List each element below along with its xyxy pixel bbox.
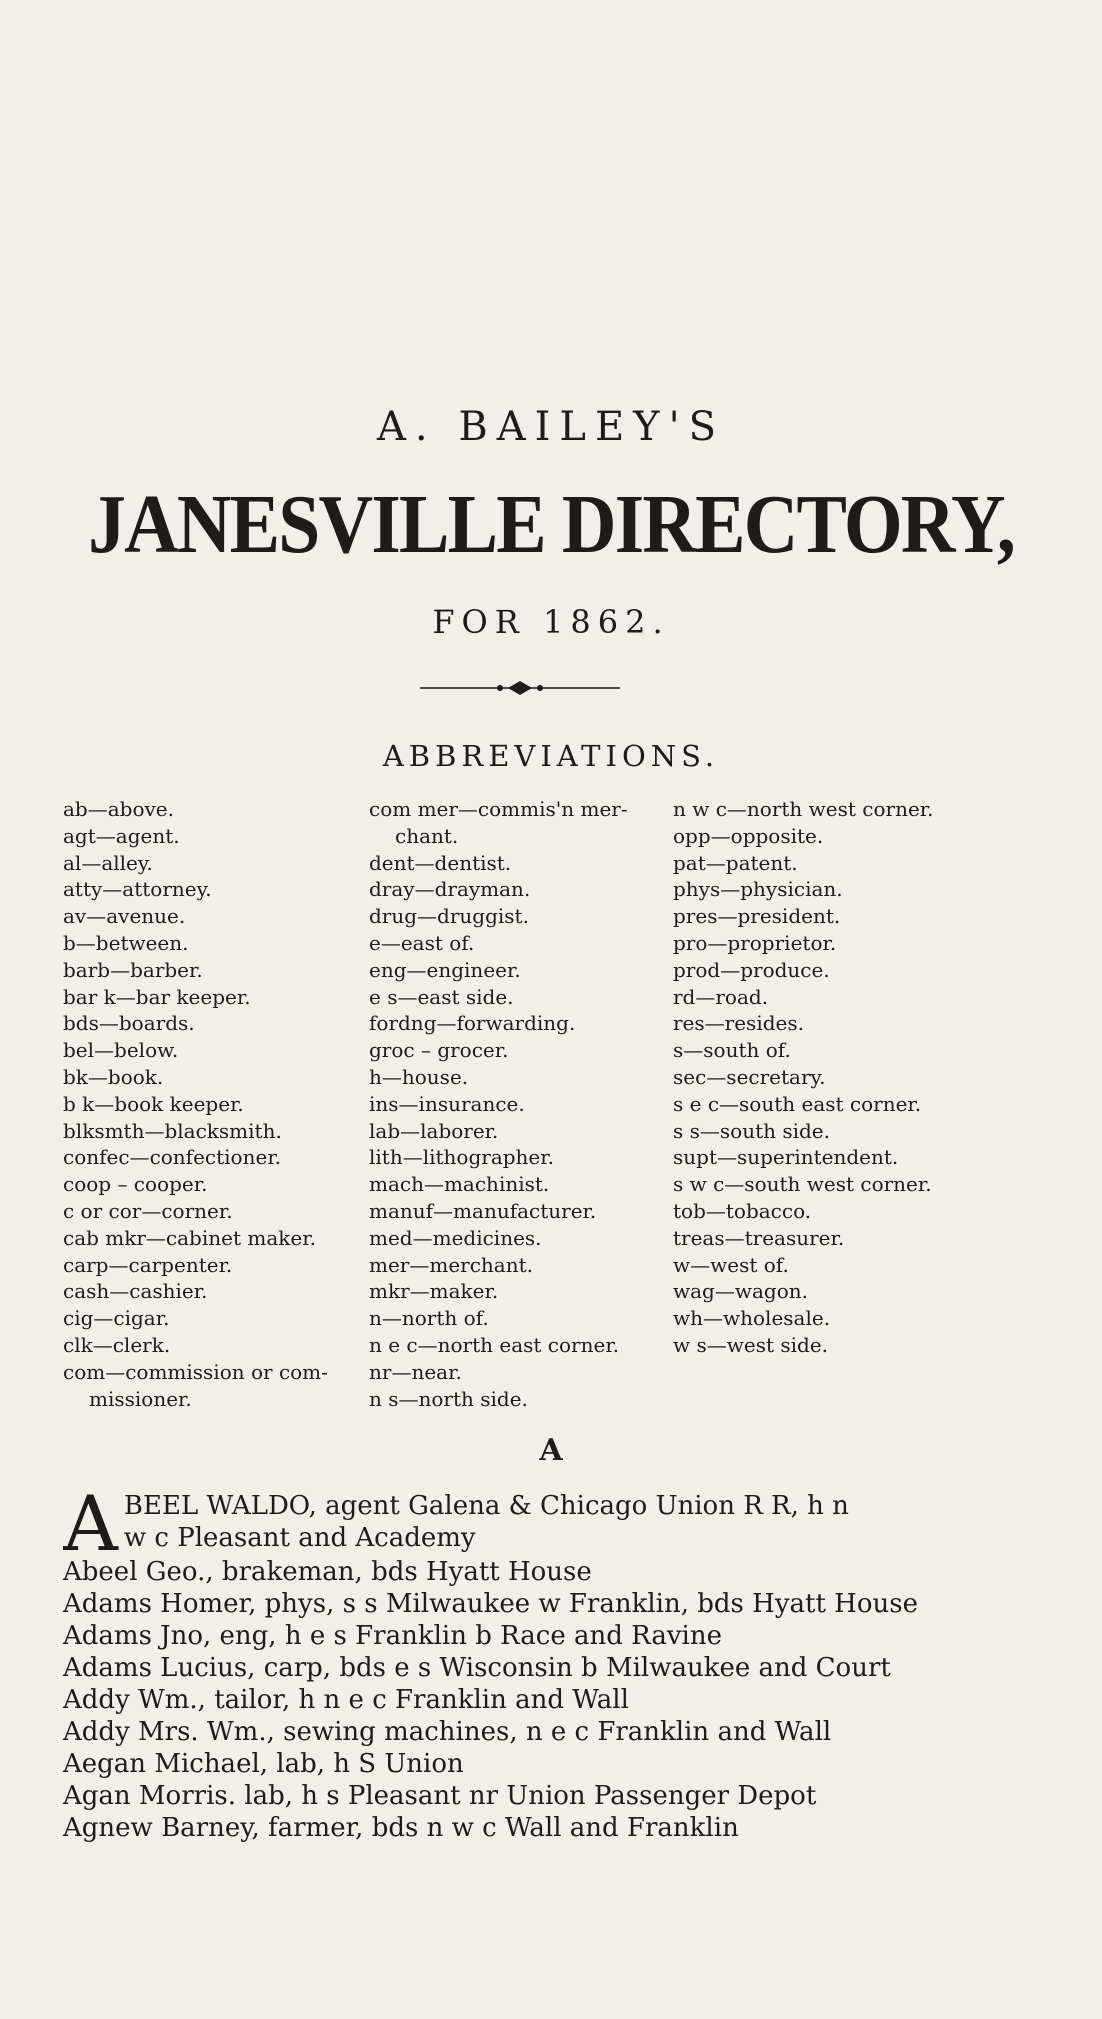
- abbreviation-item: nr—near.: [369, 1359, 462, 1384]
- abbreviation-item: supt—superintendent.: [673, 1145, 899, 1170]
- abbreviation-item: n e c—north east corner.: [369, 1332, 620, 1357]
- abbreviation-item: cig—cigar.: [63, 1306, 170, 1331]
- directory-entry: Agan Morris. lab, h s Pleasant nr Union Passenger Depot: [63, 1781, 817, 1811]
- ornament-divider-icon: [420, 679, 620, 697]
- abbreviation-item: groc – grocer.: [369, 1038, 509, 1063]
- abbreviation-item: blksmth—blacksmith.: [63, 1118, 282, 1143]
- abbreviations-column-1: [63, 796, 363, 1412]
- directory-title: JANESVILLE DIRECTORY,: [88, 478, 1014, 571]
- abbreviation-item: ins—insurance.: [369, 1091, 525, 1116]
- abbreviation-item: prod—produce.: [673, 957, 830, 982]
- drop-cap: A: [63, 1490, 118, 1556]
- abbreviation-item: al—alley.: [63, 850, 153, 875]
- abbreviation-item: rd—road.: [673, 984, 769, 1009]
- abbreviations-column-3: [673, 796, 1093, 1359]
- directory-entry: Adams Lucius, carp, bds e s Wisconsin b Milwaukee and Court: [63, 1653, 891, 1683]
- abbreviation-item: com mer—commis'n mer-: [369, 797, 628, 821]
- abbreviation-item: drug—druggist.: [369, 904, 529, 929]
- abbreviation-item: pat—patent.: [673, 850, 798, 875]
- abbreviation-item: b—between.: [63, 930, 189, 955]
- abbreviation-item-continuation: chant.: [395, 823, 459, 848]
- abbreviation-item: cab mkr—cabinet maker.: [63, 1225, 316, 1250]
- abbreviation-item: atty—attorney.: [63, 877, 212, 902]
- abbreviation-item: s—south of.: [673, 1038, 791, 1063]
- abbreviation-item: cash—cashier.: [63, 1279, 208, 1304]
- abbreviation-item: wag—wagon.: [673, 1279, 808, 1304]
- abbreviation-item: w—west of.: [673, 1252, 789, 1277]
- abbreviation-item: lab—laborer.: [369, 1118, 499, 1143]
- publisher-heading: A. BAILEY'S: [377, 404, 725, 450]
- abbreviation-item: w s—west side.: [673, 1332, 829, 1357]
- abbreviations-column-2: [369, 796, 669, 1412]
- abbreviation-item: phys—physician.: [673, 877, 843, 902]
- abbreviation-item: tob—tobacco.: [673, 1198, 812, 1223]
- abbreviation-item: bds—boards.: [63, 1011, 195, 1036]
- directory-entry: Abeel Geo., brakeman, bds Hyatt House: [63, 1557, 592, 1587]
- abbreviation-item: coop – cooper.: [63, 1172, 208, 1197]
- abbreviation-item: bar k—bar keeper.: [63, 984, 251, 1009]
- abbreviation-item: av—avenue.: [63, 904, 186, 929]
- abbreviation-item: med—medicines.: [369, 1225, 542, 1250]
- abbreviation-item: s w c—south west corner.: [673, 1172, 932, 1197]
- directory-entry: Adams Homer, phys, s s Milwaukee w Franklin, bds Hyatt House: [63, 1589, 918, 1619]
- abbreviation-item: c or cor—corner.: [63, 1198, 233, 1223]
- directory-entry: Adams Jno, eng, h e s Franklin b Race and Ravine: [63, 1621, 722, 1651]
- abbreviation-item: mkr—maker.: [369, 1279, 499, 1304]
- directory-year: FOR 1862.: [432, 603, 670, 641]
- abbreviation-item: pro—proprietor.: [673, 930, 837, 955]
- directory-entries: [63, 1490, 1093, 1844]
- abbreviations-title: ABBREVIATIONS.: [382, 739, 720, 773]
- abbreviation-item: n w c—north west corner.: [673, 797, 934, 821]
- directory-entry: Agnew Barney, farmer, bds n w c Wall and Franklin: [63, 1813, 739, 1843]
- abbreviation-item: n—north of.: [369, 1306, 489, 1331]
- abbreviation-item: manuf—manufacturer.: [369, 1198, 597, 1223]
- abbreviation-item: ab—above.: [63, 797, 174, 821]
- abbreviation-item: clk—clerk.: [63, 1332, 171, 1357]
- abbreviation-item: bel—below.: [63, 1038, 179, 1063]
- abbreviation-item: mach—machinist.: [369, 1172, 550, 1197]
- entry-line: BEEL WALDO, agent Galena & Chicago Union R R, h n: [123, 1491, 849, 1521]
- abbreviation-item: eng—engineer.: [369, 957, 521, 982]
- directory-entry: Aegan Michael, lab, h S Union: [63, 1749, 464, 1779]
- abbreviation-item: mer—merchant.: [369, 1252, 534, 1277]
- abbreviation-item: s s—south side.: [673, 1118, 831, 1143]
- abbreviation-item: dray—drayman.: [369, 877, 531, 902]
- abbreviation-item: treas—treasurer.: [673, 1225, 845, 1250]
- abbreviation-item: agt—agent.: [63, 823, 180, 848]
- abbreviation-item: e—east of.: [369, 930, 475, 955]
- abbreviation-item: pres—president.: [673, 904, 841, 929]
- abbreviation-item: e s—east side.: [369, 984, 514, 1009]
- abbreviation-item: bk—book.: [63, 1064, 164, 1089]
- abbreviation-item: fordng—forwarding.: [369, 1011, 576, 1036]
- abbreviation-item: h—house.: [369, 1064, 469, 1089]
- abbreviation-item: opp—opposite.: [673, 823, 824, 848]
- abbreviation-item: sec—secretary.: [673, 1064, 826, 1089]
- directory-entry: Addy Mrs. Wm., sewing machines, n e c Franklin and Wall: [63, 1717, 832, 1747]
- abbreviation-item: lith—lithographer.: [369, 1145, 554, 1170]
- abbreviation-item: wh—wholesale.: [673, 1306, 831, 1331]
- abbreviation-item: carp—carpenter.: [63, 1252, 233, 1277]
- directory-entry: Addy Wm., tailor, h n e c Franklin and Wall: [63, 1685, 629, 1715]
- abbreviation-item: barb—barber.: [63, 957, 203, 982]
- abbreviation-item: res—resides.: [673, 1011, 804, 1036]
- directory-entry: [63, 1490, 1093, 1556]
- abbreviation-item: b k—book keeper.: [63, 1091, 244, 1116]
- abbreviation-item: n s—north side.: [369, 1386, 528, 1411]
- abbreviation-item: s e c—south east corner.: [673, 1091, 922, 1116]
- abbreviation-item: confec—confectioner.: [63, 1145, 282, 1170]
- abbreviation-item-continuation: missioner.: [89, 1386, 192, 1411]
- abbreviation-item: dent—dentist.: [369, 850, 512, 875]
- abbreviation-item: com—commission or com-: [63, 1359, 328, 1384]
- section-letter: A: [539, 1433, 563, 1468]
- entry-line: w c Pleasant and Academy: [123, 1523, 476, 1553]
